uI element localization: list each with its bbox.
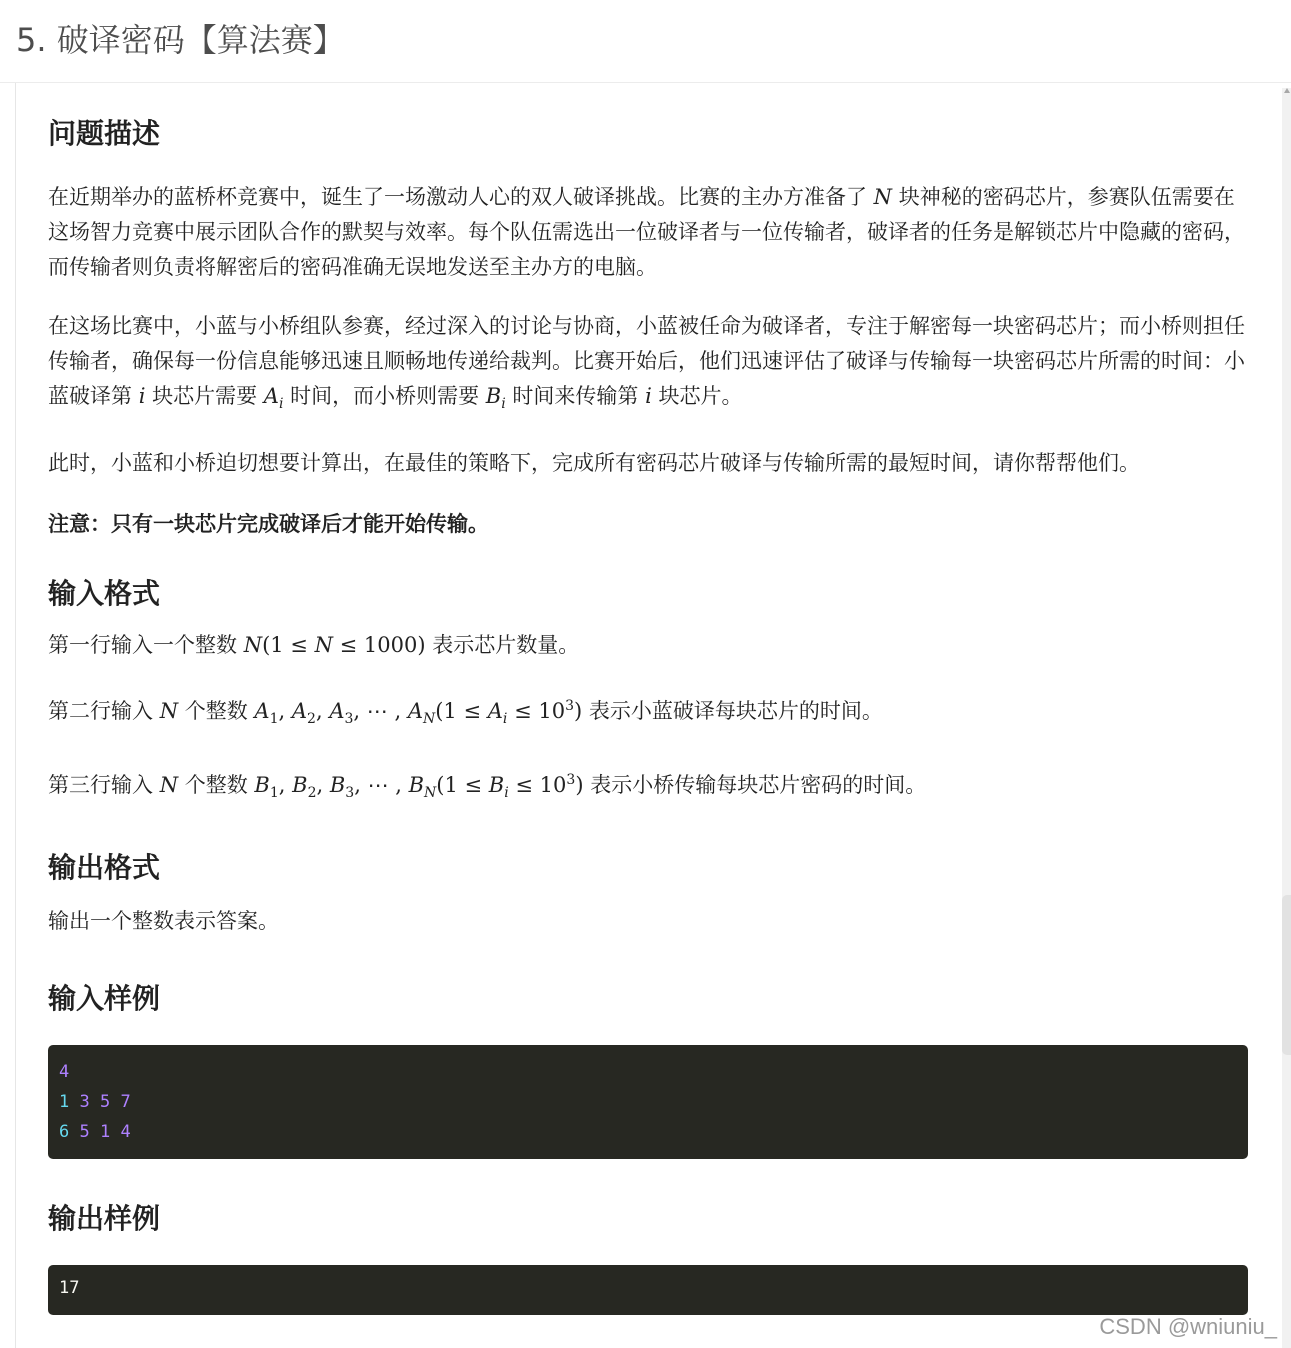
desc-paragraph-3: 此时，小蓝和小桥迫切想要计算出，在最佳的策略下，完成所有密码芯片破译与传输所需的最短时间，请你帮帮他们。 xyxy=(48,451,1140,476)
code-line: 4 xyxy=(59,1061,70,1082)
sample-input-code-block[interactable] xyxy=(48,1045,1248,1159)
desc-note: 注意：只有一块芯片完成破译后才能开始传输。 xyxy=(48,512,489,537)
problem-content xyxy=(48,108,1248,1315)
input-line-1: 第一行输入一个整数 N(1 ≤ N ≤ 1000) 表示芯片数量。 xyxy=(48,633,580,658)
watermark: CSDN @wniuniu_ xyxy=(1099,1314,1277,1339)
scrollbar-track[interactable] xyxy=(1282,88,1291,1348)
input-line-3: 第三行输入 N 个整数 $B_1$, $B_2$, $B_3$, ⋯ , $B_N(1 \le B_i \le 10^3)$ 表示小桥传输每块芯片密码的时间。 xyxy=(48,772,927,802)
heading-input-format: 输入格式 xyxy=(48,577,161,611)
heading-output-format: 输出格式 xyxy=(48,850,161,884)
desc-paragraph-1: 在近期举办的蓝桥杯竞赛中，诞生了一场激动人心的双人破译挑战。比赛的主办方准备了 N 块神秘的密码芯片，参赛队伍需要在这场智力竞赛中展示团队合作的默契与效率。每个队伍需选出一位破译者与一位传输者，破译者的任务是解锁芯片中隐藏的密码，而传输者则负责将解密后的密码准确无误地发送至主办方的电脑。 xyxy=(48,185,1245,279)
output-description: 输出一个整数表示答案。 xyxy=(48,908,279,933)
code-line: 1 3 5 7 xyxy=(59,1091,131,1112)
page-title: 5. 破译密码【算法赛】 xyxy=(16,21,345,59)
desc-paragraph-2: 在这场比赛中，小蓝与小桥组队参赛，经过深入的讨论与协商，小蓝被任命为破译者，专注于解密每一块密码芯片；而小桥则担任传输者，确保每一份信息能够迅速且顺畅地传递给裁判。比赛开始后，他们迅速评估了破译与传输每一块密码芯片所需的时间：小蓝破译第 i 块芯片需要 $A_i$ 时间，而小桥则需要 $B_i$ 时间来传输第 i 块芯片。 xyxy=(48,314,1245,413)
code-line: 17 xyxy=(59,1277,80,1298)
scrollbar-thumb[interactable] xyxy=(1282,895,1291,1055)
heading-sample-input: 输入样例 xyxy=(48,981,161,1015)
heading-sample-output: 输出样例 xyxy=(48,1201,161,1235)
input-line-2: 第二行输入 N 个整数 $A_1$, $A_2$, $A_3$, ⋯ , $A_N(1 \le A_i \le 10^3)$ 表示小蓝破译每块芯片的时间。 xyxy=(48,698,883,728)
scroll-up-arrow-icon[interactable] xyxy=(1284,88,1290,93)
sample-output-code-block[interactable] xyxy=(48,1265,1248,1315)
heading-description: 问题描述 xyxy=(48,117,161,150)
code-line: 6 5 1 4 xyxy=(59,1121,131,1142)
